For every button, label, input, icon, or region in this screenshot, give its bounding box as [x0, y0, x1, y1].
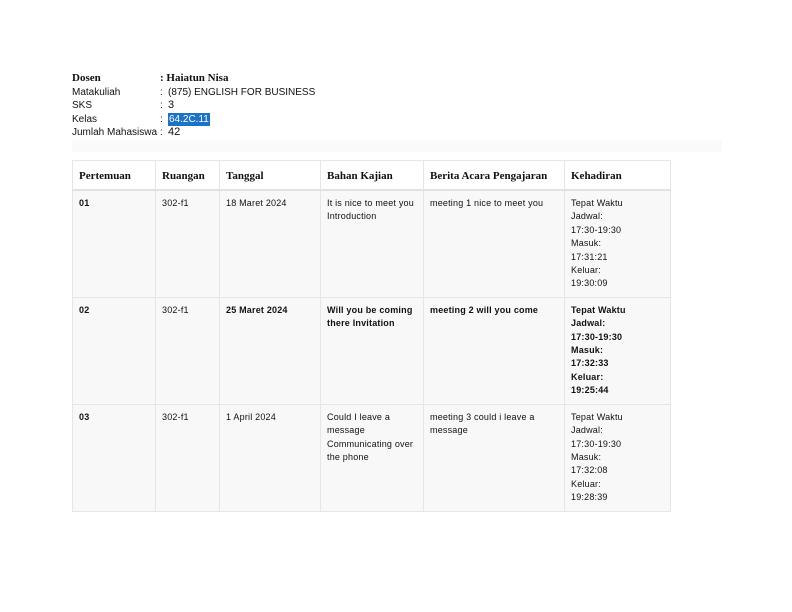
colon: :: [160, 127, 163, 138]
masuk-label: Masuk:: [571, 451, 602, 462]
keluar-label: Keluar:: [571, 478, 601, 489]
kelas-row: [72, 113, 315, 127]
matakuliah-row: [72, 86, 315, 100]
table-top-strip: [72, 140, 722, 152]
dosen-label: Dosen: [72, 72, 101, 84]
attendance-table: [72, 160, 671, 512]
kelas-label: Kelas: [72, 113, 98, 125]
colon: :: [160, 100, 163, 111]
cell-berita-acara: meeting 3 could i leave a message: [424, 404, 565, 511]
keluar-value: 19:25:44: [571, 385, 609, 396]
cell-tanggal: 25 Maret 2024: [220, 297, 321, 404]
dosen-value: : Haiatun Nisa: [160, 72, 229, 84]
jadwal-value: 17:30-19:30: [571, 331, 623, 342]
sks-value: 3: [168, 99, 175, 111]
header-bahan-kajian: Bahan Kajian: [321, 161, 424, 191]
cell-tanggal: 18 Maret 2024: [220, 190, 321, 297]
cell-pertemuan: 03: [73, 404, 156, 511]
cell-bahan-kajian: Will you be coming there Invitation: [321, 297, 424, 404]
jumlah-value: 42: [168, 126, 181, 138]
cell-pertemuan: 01: [73, 190, 156, 297]
keluar-value: 19:30:09: [571, 278, 608, 289]
cell-bahan-kajian: It is nice to meet you Introduction: [321, 190, 424, 297]
header-pertemuan: Pertemuan: [73, 161, 156, 191]
keluar-label: Keluar:: [571, 371, 604, 382]
masuk-label: Masuk:: [571, 345, 604, 356]
header-tanggal: Tanggal: [220, 161, 321, 191]
header-ruangan: Ruangan: [156, 161, 220, 191]
jadwal-label: Jadwal:: [571, 211, 603, 222]
keluar-label: Keluar:: [571, 265, 601, 276]
cell-berita-acara: meeting 1 nice to meet you: [424, 190, 565, 297]
kelas-value-highlighted[interactable]: 64.2C.11: [169, 113, 209, 125]
masuk-value: 17:32:08: [571, 465, 608, 476]
table-row: [73, 297, 671, 404]
cell-tanggal: 1 April 2024: [220, 404, 321, 511]
cell-kehadiran: [565, 404, 671, 511]
cell-berita-acara: meeting 2 will you come: [424, 297, 565, 404]
jadwal-label: Jadwal:: [571, 318, 606, 329]
cell-pertemuan: 02: [73, 297, 156, 404]
cell-ruangan: 302-f1: [156, 190, 220, 297]
header-kehadiran: Kehadiran: [565, 161, 671, 191]
jumlah-row: [72, 126, 315, 140]
matakuliah-value: (875) ENGLISH FOR BUSINESS: [168, 86, 316, 98]
jadwal-label: Jadwal:: [571, 425, 603, 436]
matakuliah-label: Matakuliah: [72, 86, 121, 98]
table-row: [73, 190, 671, 297]
keluar-value: 19:28:39: [571, 492, 608, 503]
table-header-row: [73, 161, 671, 191]
sks-label: SKS: [72, 100, 93, 111]
masuk-label: Masuk:: [571, 238, 602, 249]
jadwal-value: 17:30-19:30: [571, 438, 622, 449]
kehadiran-status: Tepat Waktu: [571, 198, 623, 208]
colon: :: [160, 113, 163, 125]
course-info: [72, 72, 315, 140]
cell-kehadiran: [565, 190, 671, 297]
table-row: [73, 404, 671, 511]
cell-kehadiran: [565, 297, 671, 404]
kehadiran-status: Tepat Waktu: [571, 304, 626, 315]
dosen-row: [72, 72, 315, 86]
cell-ruangan: 302-f1: [156, 297, 220, 404]
kehadiran-status: Tepat Waktu: [571, 411, 623, 422]
masuk-value: 17:31:21: [571, 251, 608, 262]
cell-bahan-kajian: Could I leave a message Communicating over the phone: [321, 404, 424, 511]
cell-ruangan: 302-f1: [156, 404, 220, 511]
jumlah-label: Jumlah Mahasiswa: [72, 127, 158, 138]
colon: :: [160, 86, 163, 98]
header-berita-acara: Berita Acara Pengajaran: [424, 161, 565, 191]
jadwal-value: 17:30-19:30: [571, 224, 622, 235]
sks-row: [72, 99, 315, 113]
masuk-value: 17:32:33: [571, 358, 609, 369]
